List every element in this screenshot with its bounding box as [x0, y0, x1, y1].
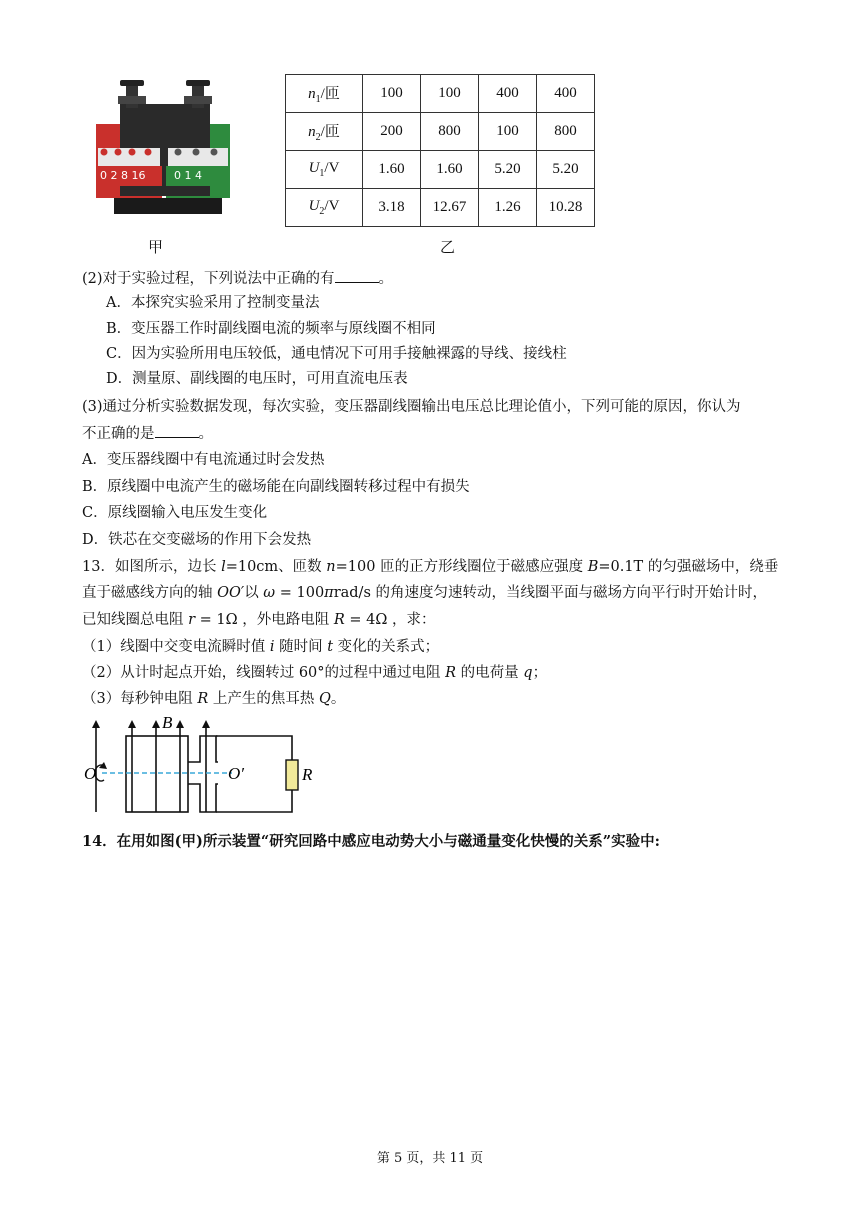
q3-option-d: D．铁芯在交变磁场的作用下会发热 — [82, 532, 312, 548]
row-header: $n_2/$匝 — [286, 113, 363, 151]
q3-option-b: B．原线圈中电流产生的磁场能在向副线圈转移过程中有损失 — [82, 479, 470, 495]
table-cell: 100 — [421, 75, 479, 113]
q3-stem-line1: (3)通过分析实验数据发现，每次实验，变压器副线圈输出电压总比理论值小，下列可能的原因，你认为 — [82, 399, 741, 415]
table-row — [286, 113, 595, 151]
q2-option-a: A．本探究实验采用了控制变量法 — [106, 295, 320, 311]
table-row — [286, 75, 595, 113]
label-o: O — [84, 764, 97, 783]
table-cell: 200 — [363, 113, 421, 151]
q2-stem: (2)对于实验过程，下列说法中正确的有 。 — [82, 268, 393, 289]
table-cell: 100 — [479, 113, 537, 151]
q2-option-c: C．因为实验所用电压较低，通电情况下可用手接触裸露的导线、接线柱 — [106, 346, 567, 362]
table-cell: 5.20 — [537, 151, 595, 189]
data-table — [285, 74, 595, 227]
table-cell: 3.18 — [363, 189, 421, 227]
q13-line2: 直于磁感线方向的轴 OO′以 ω = 100πrad/s 的角速度匀速转动，当线圈平面与磁场方向平行时开始计时， — [82, 585, 767, 601]
page-footer: 第 5 页，共 11 页 — [376, 1151, 484, 1166]
table-cell: 12.67 — [421, 189, 479, 227]
resistor — [286, 760, 298, 790]
table-cell: 5.20 — [479, 151, 537, 189]
table-cell: 400 — [537, 75, 595, 113]
label-b: B — [162, 713, 173, 732]
left-terminal-labels: 0 2 8 16 — [100, 169, 146, 182]
coil-circuit-diagram — [82, 712, 322, 818]
q13-subq1: （1）线圈中交变电流瞬时值 i 随时间 t 变化的关系式； — [82, 639, 440, 655]
answer-blank — [155, 423, 199, 438]
table-cell: 800 — [421, 113, 479, 151]
q3-option-c: C．原线圈输入电压发生变化 — [82, 505, 268, 521]
table-cell: 400 — [479, 75, 537, 113]
table-cell: 10.28 — [537, 189, 595, 227]
transformer-photo — [92, 76, 232, 222]
figure-yi-caption: 乙 — [440, 238, 456, 256]
table-cell: 1.60 — [421, 151, 479, 189]
table-row — [286, 151, 595, 189]
row-header: $n_1/$匝 — [286, 75, 363, 113]
figure-jia-caption: 甲 — [148, 238, 164, 256]
q2-option-b: B．变压器工作时副线圈电流的频率与原线圈不相同 — [106, 321, 436, 337]
label-o-prime: O′ — [228, 764, 244, 783]
q13-subq2: （2）从计时起点开始，线圈转过 60°的过程中通过电阻 R 的电荷量 q； — [82, 665, 548, 681]
answer-blank — [335, 268, 379, 283]
table-cell: 100 — [363, 75, 421, 113]
table-cell: 1.26 — [479, 189, 537, 227]
q2-option-d: D．测量原、副线圈的电压时，可用直流电压表 — [106, 371, 408, 387]
table-cell: 800 — [537, 113, 595, 151]
row-header: $U_1/V$ — [286, 151, 363, 189]
label-r: R — [302, 765, 313, 784]
q14-stem: 14．在用如图(甲)所示装置“研究回路中感应电动势大小与磁通量变化快慢的关系”实验中: — [82, 833, 660, 850]
q3-stem-line2: 不正确的是 。 — [82, 423, 213, 444]
q13-line3: 已知线圈总电阻 r = 1Ω ，外电路电阻 R = 4Ω ，求： — [82, 612, 436, 628]
row-header: $U_2/V$ — [286, 189, 363, 227]
right-terminal-labels: 0 1 4 — [174, 169, 202, 182]
q13-subq3: （3）每秒钟电阻 R 上产生的焦耳热 Q。 — [82, 691, 346, 707]
q3-option-a: A．变压器线圈中有电流通过时会发热 — [82, 452, 325, 468]
q13-line1: 13．如图所示，边长 l=10cm、匝数 n=100 匝的正方形线圈位于磁感应强度 B=0.1T 的匀强磁场中，绕垂 — [82, 559, 779, 575]
table-row — [286, 189, 595, 227]
table-cell: 1.60 — [363, 151, 421, 189]
